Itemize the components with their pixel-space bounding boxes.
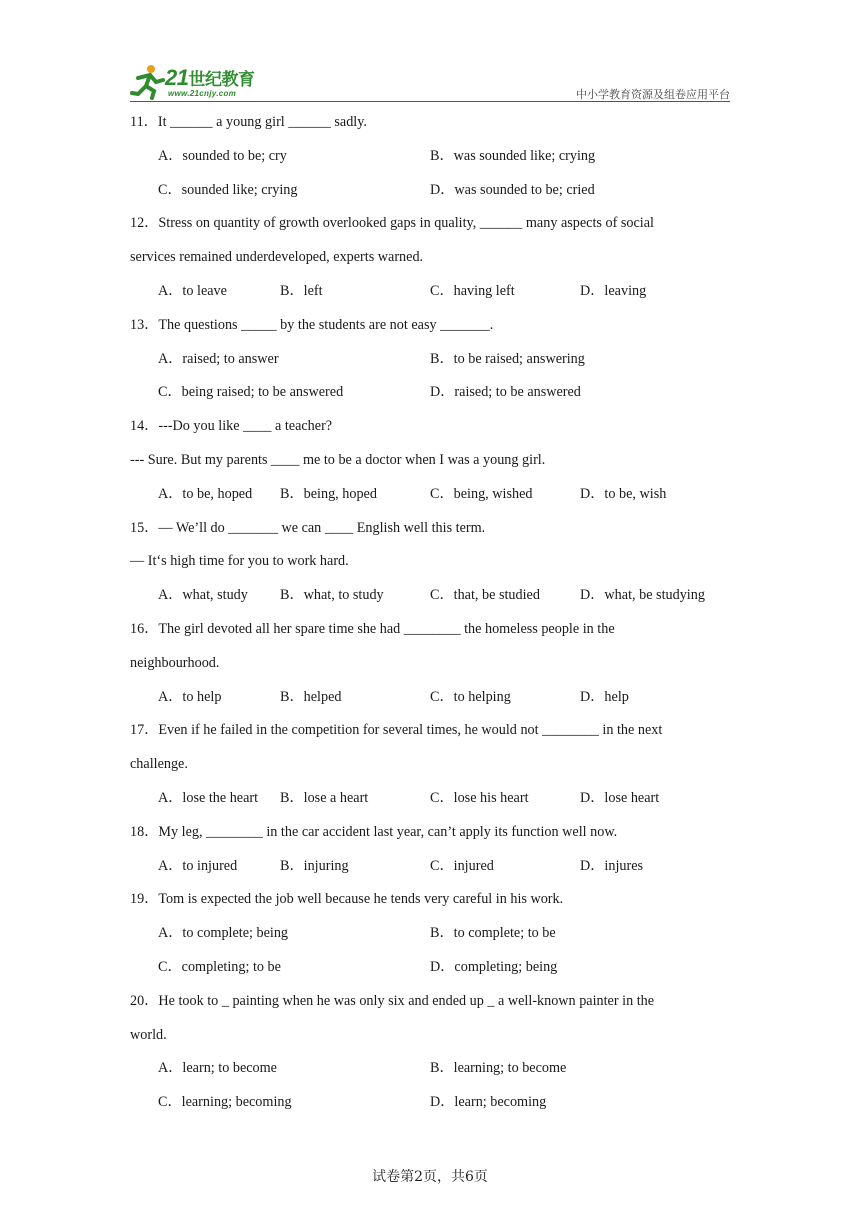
- runner-logo-icon: [130, 64, 166, 100]
- option-row: [130, 146, 730, 180]
- answer-option[interactable]: D．to be, wish: [580, 485, 667, 502]
- answer-option[interactable]: D．what, be studying: [580, 587, 705, 604]
- answer-option[interactable]: C．having left: [430, 282, 515, 299]
- answer-option[interactable]: A．to injured: [158, 857, 238, 874]
- question-item: [130, 315, 730, 416]
- answer-option[interactable]: B．to be raised; answering: [430, 350, 585, 367]
- option-row: [130, 281, 730, 315]
- question-stem: 13．The questions _____ by the students are not easy _______.: [130, 316, 494, 333]
- option-row: [130, 1058, 730, 1092]
- question-item: [130, 720, 730, 821]
- option-row: [130, 923, 730, 957]
- question-stem: 14．---Do you like ____ a teacher?: [130, 418, 333, 435]
- answer-option[interactable]: A．what, study: [158, 587, 248, 604]
- answer-option[interactable]: A．raised; to answer: [158, 350, 279, 367]
- answer-option[interactable]: A．to complete; being: [158, 925, 289, 942]
- answer-option[interactable]: B．learning; to become: [430, 1060, 567, 1077]
- answer-option[interactable]: B．left: [280, 282, 323, 299]
- option-row: [130, 180, 730, 214]
- answer-option[interactable]: D．raised; to be answered: [430, 384, 581, 401]
- answer-option[interactable]: A．lose the heart: [158, 789, 259, 806]
- question-stem: world.: [130, 1026, 167, 1043]
- question-stem: --- Sure. But my parents ____ me to be a doctor when I was a young girl.: [130, 451, 546, 468]
- answer-option[interactable]: B．was sounded like; crying: [430, 147, 596, 164]
- answer-option[interactable]: B．being, hoped: [280, 485, 377, 502]
- option-row: [130, 788, 730, 822]
- platform-title: 中小学教育资源及组卷应用平台: [576, 88, 730, 101]
- option-row: [130, 585, 730, 619]
- answer-option[interactable]: A．to be, hoped: [158, 485, 253, 502]
- question-stem: 16．The girl devoted all her spare time she had ________ the homeless people in the: [130, 620, 615, 637]
- question-stem: 12．Stress on quantity of growth overlooked gaps in quality, ______ many aspects of social: [130, 215, 654, 232]
- answer-option[interactable]: C．learning; becoming: [158, 1094, 292, 1111]
- question-item: [130, 822, 730, 890]
- answer-option[interactable]: D．completing; being: [430, 958, 558, 975]
- question-stem: — It‘s high time for you to work hard.: [130, 553, 349, 570]
- question-item: [130, 619, 730, 720]
- answer-option[interactable]: C．being, wished: [430, 485, 533, 502]
- question-item: [130, 112, 730, 213]
- question-stem: 20．He took to _ painting when he was only six and ended up _ a well-known painter in the: [130, 992, 655, 1009]
- answer-option[interactable]: C．being raised; to be answered: [158, 384, 344, 401]
- answer-option[interactable]: A．to leave: [158, 282, 227, 299]
- answer-option[interactable]: C．completing; to be: [158, 958, 281, 975]
- page-header: [130, 62, 730, 102]
- answer-option[interactable]: B．injuring: [280, 857, 349, 874]
- answer-option[interactable]: D．leaving: [580, 282, 647, 299]
- answer-option[interactable]: C．lose his heart: [430, 789, 529, 806]
- question-stem: 15．— We’ll do _______ we can ____ English well this term.: [130, 519, 486, 536]
- option-row: [130, 957, 730, 991]
- question-stem: neighbourhood.: [130, 654, 220, 671]
- option-row: [130, 349, 730, 383]
- question-stem: 19．Tom is expected the job well because he tends very careful in his work.: [130, 891, 564, 908]
- option-row: [130, 1092, 730, 1126]
- question-item: [130, 889, 730, 990]
- answer-option[interactable]: A．to help: [158, 688, 222, 705]
- answer-option[interactable]: C．injured: [430, 857, 494, 874]
- option-row: [130, 382, 730, 416]
- answer-option[interactable]: B．helped: [280, 688, 342, 705]
- answer-option[interactable]: A．learn; to become: [158, 1060, 277, 1077]
- answer-option[interactable]: D．learn; becoming: [430, 1094, 547, 1111]
- question-list: [130, 112, 730, 1126]
- logo: [130, 62, 270, 102]
- question-item: [130, 518, 730, 619]
- header-divider: [130, 101, 730, 102]
- question-item: [130, 991, 730, 1126]
- answer-option[interactable]: B．lose a heart: [280, 789, 369, 806]
- answer-option[interactable]: D．was sounded to be; cried: [430, 181, 595, 198]
- option-row: [130, 856, 730, 890]
- question-stem: 18．My leg, ________ in the car accident last year, can’t apply its function well now.: [130, 823, 618, 840]
- question-stem: 11．It ______ a young girl ______ sadly.: [130, 114, 367, 130]
- question-stem: 17．Even if he failed in the competition for several times, he would not ________ in the next: [130, 722, 663, 739]
- answer-option[interactable]: D．lose heart: [580, 789, 660, 806]
- answer-option[interactable]: D．injures: [580, 857, 644, 874]
- question-item: [130, 416, 730, 517]
- answer-option[interactable]: C．that, be studied: [430, 587, 540, 604]
- page-footer: 试卷第2页，共6页: [372, 1169, 488, 1185]
- question-stem: services remained underdeveloped, experts warned.: [130, 249, 424, 266]
- question-stem: challenge.: [130, 756, 188, 773]
- option-row: [130, 484, 730, 518]
- question-item: [130, 213, 730, 314]
- option-row: [130, 687, 730, 721]
- answer-option[interactable]: C．sounded like; crying: [158, 181, 298, 198]
- answer-option[interactable]: D．help: [580, 688, 629, 705]
- answer-option[interactable]: C．to helping: [430, 688, 511, 705]
- answer-option[interactable]: A．sounded to be; cry: [158, 147, 287, 164]
- answer-option[interactable]: B．to complete; to be: [430, 925, 556, 942]
- logo-url: www.21cnjy.com: [168, 89, 237, 98]
- logo-wordmark: 21世纪教育: [165, 65, 255, 90]
- answer-option[interactable]: B．what, to study: [280, 587, 384, 604]
